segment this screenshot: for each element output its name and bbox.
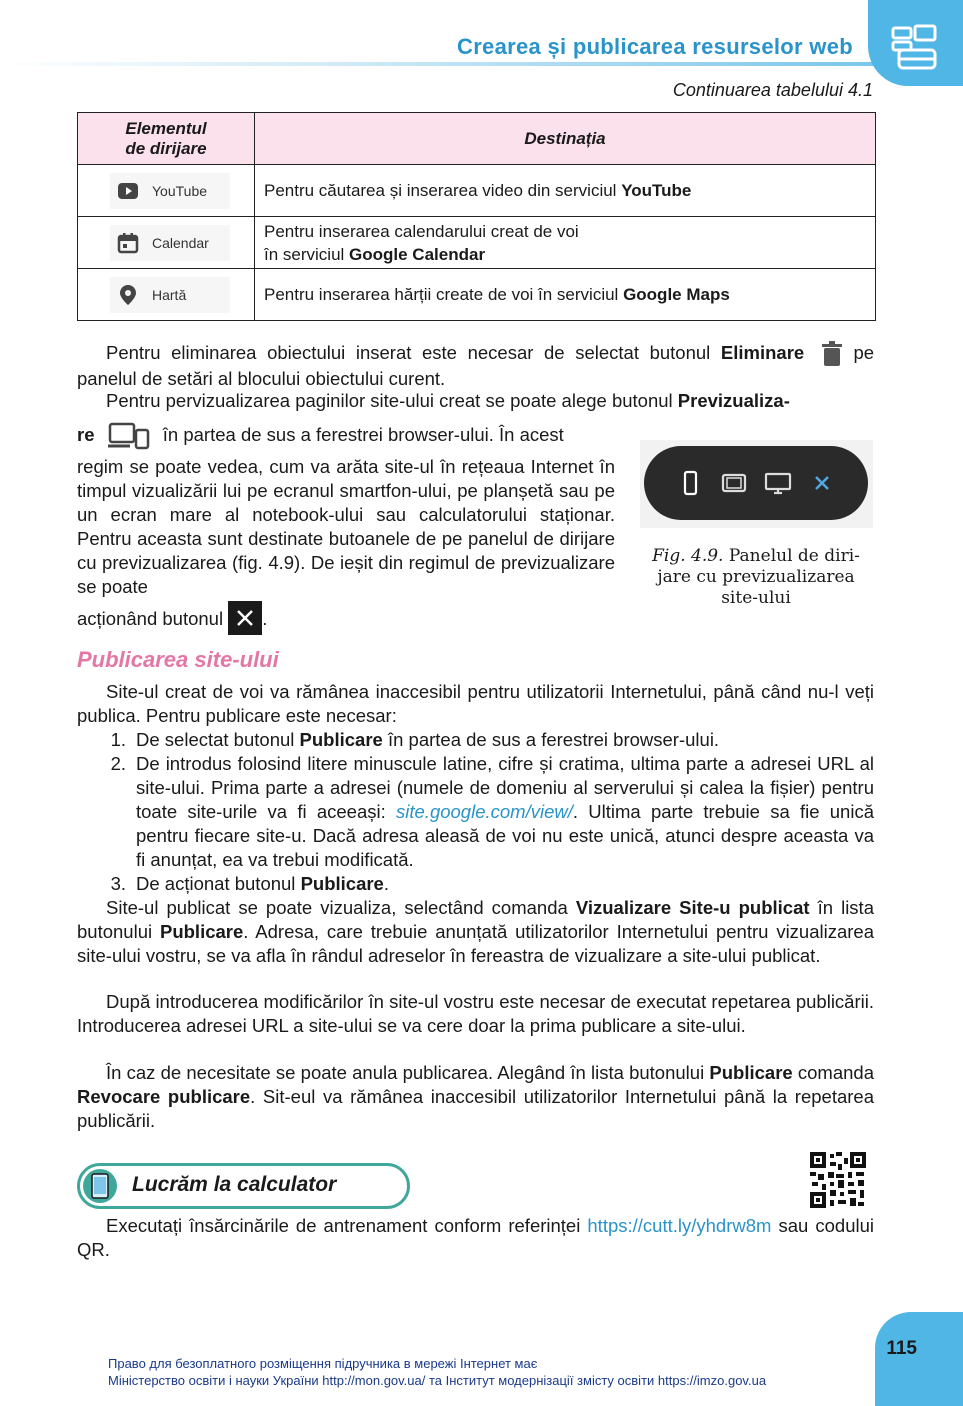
play-icon [116, 179, 140, 203]
paragraph-preview-line [77, 422, 615, 450]
para-bold: Previzualiza- [677, 390, 790, 411]
para-text: . Ultima parte trebuie sa fie unică pentru fiecare site-u. Dacă adresa aleasă de voi nu este unică, atunci despre aceasta va fi anunțat, ea va trebui modificată. [136, 801, 874, 870]
desc-bold: Google Maps [623, 285, 730, 304]
footer-line: Право для безоплатного розміщення підручника в мережі Інтернет має [108, 1356, 538, 1371]
figure-label: Fig. 4.9. [652, 546, 724, 566]
paragraph-exercise [77, 1214, 874, 1262]
controls-table [77, 112, 876, 321]
devices-preview-icon [108, 422, 150, 450]
para-text: în partea de sus a ferestrei browser-ului. În acest [162, 423, 564, 445]
desc-bold: YouTube [621, 181, 692, 200]
paragraph-pub-repeat [77, 990, 874, 1038]
para-text: De introdus folosind litere minuscule latine, cifre și cratima, ultima parte a adresei URL al site-ului. Prima parte a adresei (numele de domeniu al serverului și calea la fișier) pentru toate site-urile va fi aceeași: [136, 753, 874, 822]
figure-caption [636, 546, 876, 609]
para-bold: Publicare [159, 921, 244, 942]
paragraph-preview-body [77, 455, 615, 599]
control-label: YouTube [152, 182, 208, 199]
para-bold: Publicare [709, 1062, 793, 1083]
layout-blocks-icon [889, 22, 941, 74]
youtube-control [110, 173, 230, 209]
para-text: acționând butonul [77, 608, 229, 629]
table-row [78, 269, 876, 321]
trash-icon [821, 341, 843, 367]
col-header-control-line2: de dirijare [125, 138, 207, 158]
exercise-link[interactable]: https://cutt.ly/yhdrw8m [587, 1215, 772, 1236]
section-title: Publicarea site-ului [77, 647, 279, 672]
para-text: După introducerea modificărilor în site-ul vostru este necesar de executat repetarea publicării. Introducerea adresei URL a site-ului se va cere doar la prima publicare a site-ului. [77, 991, 874, 1036]
desc-bold: Google Calendar [349, 244, 486, 264]
para-text: . [262, 608, 268, 629]
tablet-icon [82, 1168, 118, 1204]
para-text: De selectat butonul [136, 729, 300, 750]
para-text: Site-ul publicat se poate vizualiza, selectând comanda [106, 897, 576, 918]
para-text: Executați însărcinările de antrenament conform referinței [106, 1215, 588, 1236]
figure-preview-panel [640, 440, 873, 528]
table-cell-desc [255, 269, 876, 321]
col-header-destination: Destinația [255, 113, 876, 165]
desc-text: Pentru inserarea hărții create de voi în serviciul [264, 285, 624, 304]
paragraph-pub-view [77, 896, 874, 968]
list-number: 1. [110, 729, 126, 750]
table-row [78, 217, 876, 269]
paragraph-pub-intro [77, 680, 874, 728]
para-text: comanda [792, 1062, 874, 1083]
table-cell-desc [255, 217, 876, 269]
para-text: În caz de necesitate se poate anula publicarea. Alegând în lista butonului [106, 1062, 710, 1083]
header-line [0, 62, 880, 66]
para-text: Site-ul creat de voi va rămânea inaccesibil pentru utilizatorii Internetului, până când nu-l veți publica. Pentru publicare este necesar: [77, 681, 874, 726]
control-label: Calendar [152, 234, 209, 251]
para-text: Pentru pervizualizarea paginilor site-ului creat se poate alege butonul [106, 390, 678, 411]
list-number: 3. [110, 873, 126, 894]
table-row [78, 165, 876, 217]
para-bold: Revocare publicare [77, 1086, 251, 1107]
list-item [77, 752, 874, 872]
table-cell-desc [255, 165, 876, 217]
desc-text: Pentru inserarea calendarului creat de voi [264, 221, 579, 241]
page-header [0, 0, 963, 90]
calendar-icon [116, 231, 140, 255]
calendar-control [110, 225, 230, 261]
phone-icon[interactable] [676, 469, 704, 497]
table-cell-control [78, 217, 255, 269]
qr-code [810, 1152, 866, 1208]
header-title: Crearea și publicarea resurselor web [457, 34, 853, 59]
para-text: . Adresa, care trebuie anunțată utilizatorilor Internetului pentru vizualizarea site-ului vostru, se va afla în rândul adreselor în fereastra de vizualizare a site-ului publicat. [77, 921, 875, 966]
footer-line: Міністерство освіти і науки України http://mon.gov.ua/ та Інститут модернізації змісту освіти https://imzo.gov.ua [108, 1373, 767, 1388]
paragraph-preview-intro [77, 389, 874, 413]
para-bold: re [77, 423, 95, 445]
col-header-control-line1: Elementul [125, 118, 207, 138]
paragraph-pub-cancel [77, 1061, 874, 1133]
desc-line2 [264, 243, 875, 266]
caption-line1 [636, 546, 876, 567]
preview-control-panel [644, 446, 868, 520]
para-text: sau codului QR. [77, 1215, 874, 1260]
table-header-row [78, 113, 876, 165]
caption-text: Panelul de diri- [723, 546, 860, 566]
lucram-title: Lucrăm la calculator [132, 1173, 337, 1196]
para-text: De acționat butonul [136, 873, 301, 894]
tablet-icon[interactable] [720, 469, 748, 497]
table-cell-control [78, 165, 255, 217]
close-icon [228, 601, 262, 635]
para-text: . [383, 873, 389, 894]
col-header-control [78, 113, 255, 165]
list-item [77, 728, 874, 752]
para-bold: Vizualizare Site-u publicat [575, 897, 810, 918]
table-cell-control [78, 269, 255, 321]
para-bold: Publicare [300, 873, 384, 894]
paragraph-preview-exit [77, 601, 615, 637]
para-text: . Sit-eul va rămânea inaccesibil utilizatorilor Internetului până la repetarea publicării. [77, 1086, 874, 1131]
caption-text: jare cu previzualizarea [657, 567, 855, 587]
list-number: 2. [110, 753, 126, 774]
desc-text: Pentru căutarea și inserarea video din serviciul [264, 181, 622, 200]
desc-text: în serviciul [264, 244, 350, 264]
list-text [136, 728, 874, 752]
para-text: pe panelul de setări al blocului obiectului curent. [77, 342, 875, 390]
para-text: în partea de sus a ferestrei browser-ului. [382, 729, 720, 750]
close-icon[interactable] [808, 469, 836, 497]
list-text [136, 872, 874, 896]
list-item [77, 872, 874, 896]
para-text: Pentru eliminarea obiectului inserat este necesar de selectat butonul [106, 342, 721, 363]
table-continuation-label: Continuarea tabelului 4.1 [672, 80, 873, 100]
para-text: în lista butonului [77, 897, 874, 942]
map-control [110, 277, 230, 313]
list-text [136, 752, 874, 872]
para-text: regim se poate vedea, cum va arăta site-ul în rețeaua Internet în timpul vizualizării lui pe ecranul smartfon-ului, pe planșetă sau pe un ecran mare al notebook-ului sau calculatorului staționar. Pentru aceasta sunt destinate butoanele de pe panelul de dirijare cu previzualizarea (fig. 4.9). De ieșit din regimul de previzualizare se poate [77, 456, 615, 597]
paragraph-delete [77, 341, 874, 391]
map-pin-icon [116, 283, 140, 307]
control-label: Hartă [152, 286, 187, 303]
lucram-la-calculator-banner [77, 1163, 410, 1209]
para-bold: Publicare [299, 729, 383, 750]
footer-notice [108, 1355, 868, 1389]
publish-steps-list [77, 728, 874, 896]
para-bold: Eliminare [720, 342, 805, 363]
monitor-icon[interactable] [764, 469, 792, 497]
caption-text: site-ului [721, 588, 791, 608]
page-number: 115 [886, 1338, 917, 1359]
url-link[interactable]: site.google.com/view/ [396, 801, 573, 822]
